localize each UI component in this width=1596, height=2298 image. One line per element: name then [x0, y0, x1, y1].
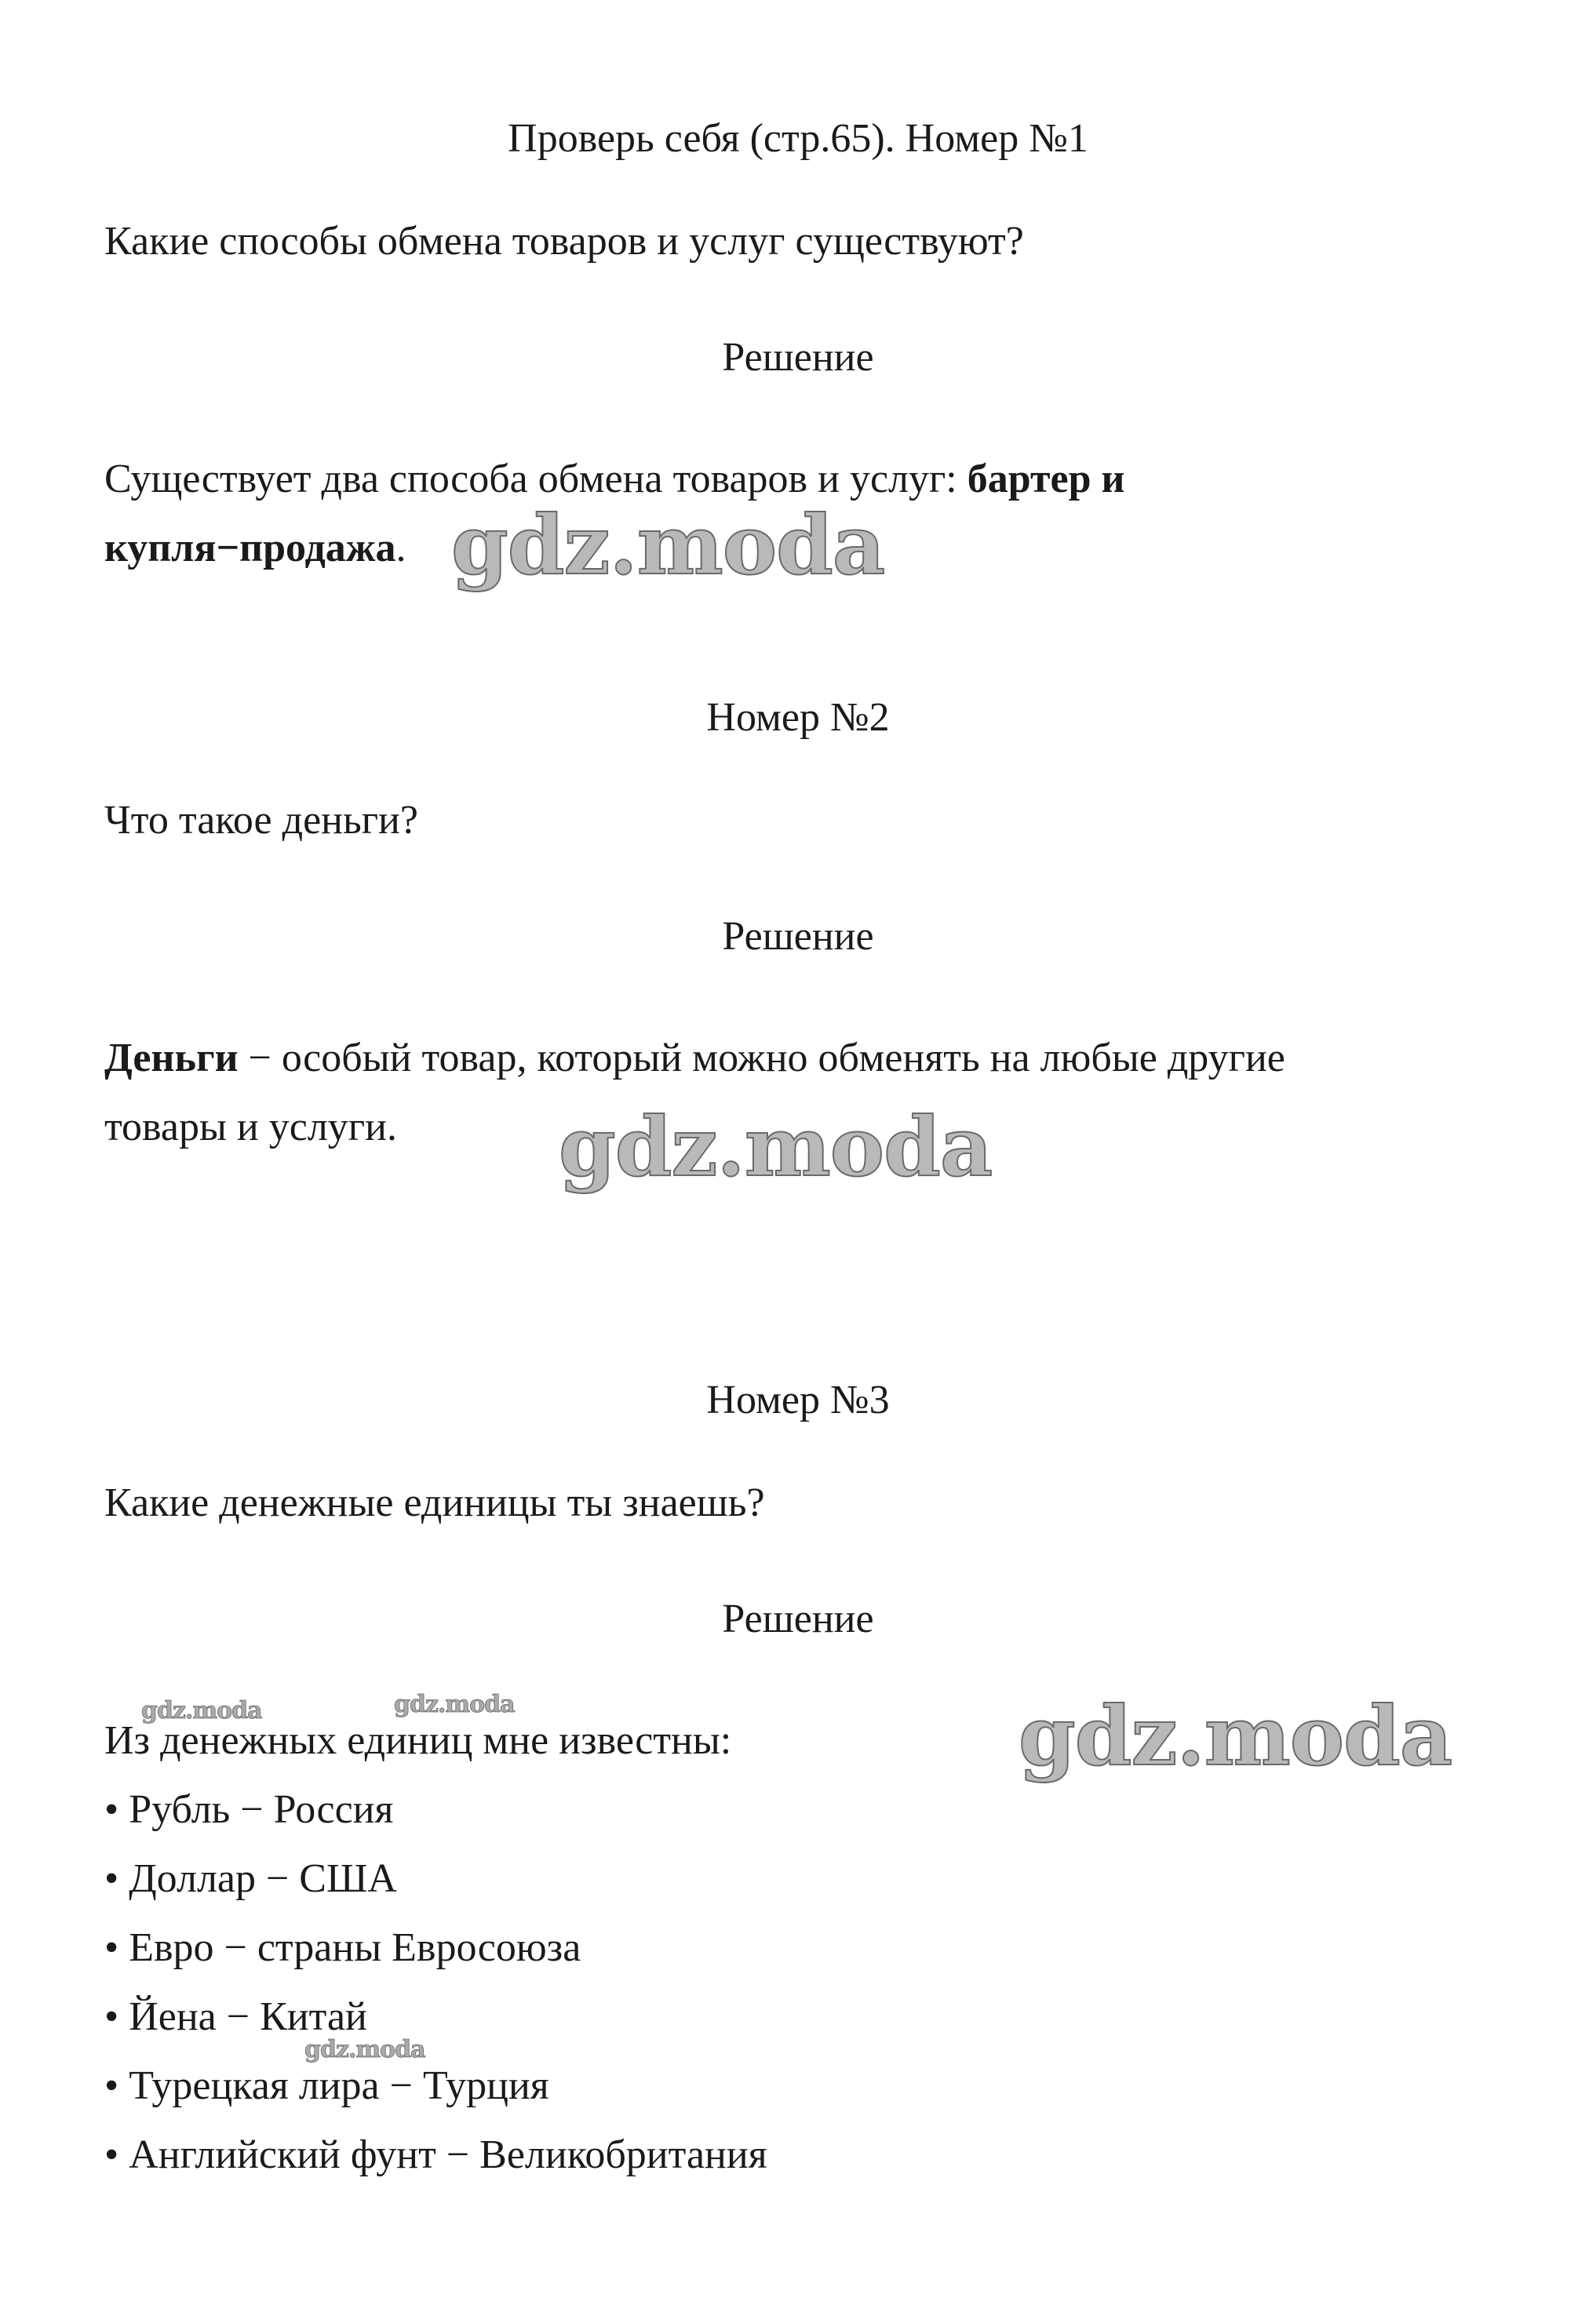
- list-item: • Рубль − Россия: [104, 1787, 394, 1832]
- section2-answer-rest: − особый товар, который можно обменять на любые другие: [238, 1036, 1285, 1080]
- list-item: • Йена − Китай: [104, 1994, 367, 2039]
- section1-answer-text: Существует два способа обмена товаров и услуг:: [104, 457, 967, 501]
- section1-answer-bold1: бартер и: [967, 457, 1125, 501]
- watermark-logo: gdz.moda: [141, 1697, 262, 1724]
- section2-heading: Номер №2: [706, 695, 890, 740]
- section1-solution-label: Решение: [722, 335, 874, 380]
- section3-heading: Номер №3: [706, 1378, 890, 1422]
- section1-answer-end: .: [395, 526, 406, 570]
- list-item: • Доллар − США: [104, 1856, 397, 1901]
- section1-answer-bold2: купля−продажа: [104, 526, 396, 570]
- section3-solution-label: Решение: [722, 1597, 874, 1641]
- watermark-logo: gdz.moda: [394, 1691, 515, 1718]
- section2-question: Что такое деньги?: [104, 798, 418, 843]
- section1-heading: Проверь себя (стр.65). Номер №1: [508, 116, 1088, 161]
- section2-answer-line1: [104, 1034, 1285, 1083]
- list-item: • Английский фунт − Великобритания: [104, 2132, 767, 2177]
- section3-intro: Из денежных единиц мне известны:: [104, 1718, 732, 1763]
- section1-question: Какие способы обмена товаров и услуг существуют?: [104, 219, 1024, 264]
- watermark-logo: gdz.moda: [451, 497, 885, 593]
- section2-solution-label: Решение: [722, 914, 874, 959]
- section2-answer-bold: Деньги: [104, 1036, 239, 1080]
- section3-question: Какие денежные единицы ты знаешь?: [104, 1480, 765, 1525]
- watermark-logo: gdz.moda: [559, 1098, 993, 1195]
- section1-answer-line2: [104, 524, 406, 573]
- section2-answer-line2: товары и услуги.: [104, 1105, 397, 1149]
- watermark-logo: gdz.moda: [304, 2036, 425, 2063]
- watermark-logo: gdz.moda: [1018, 1688, 1452, 1784]
- list-item: • Турецкая лира − Турция: [104, 2063, 549, 2108]
- list-item: • Евро − страны Евросоюза: [104, 1925, 581, 1970]
